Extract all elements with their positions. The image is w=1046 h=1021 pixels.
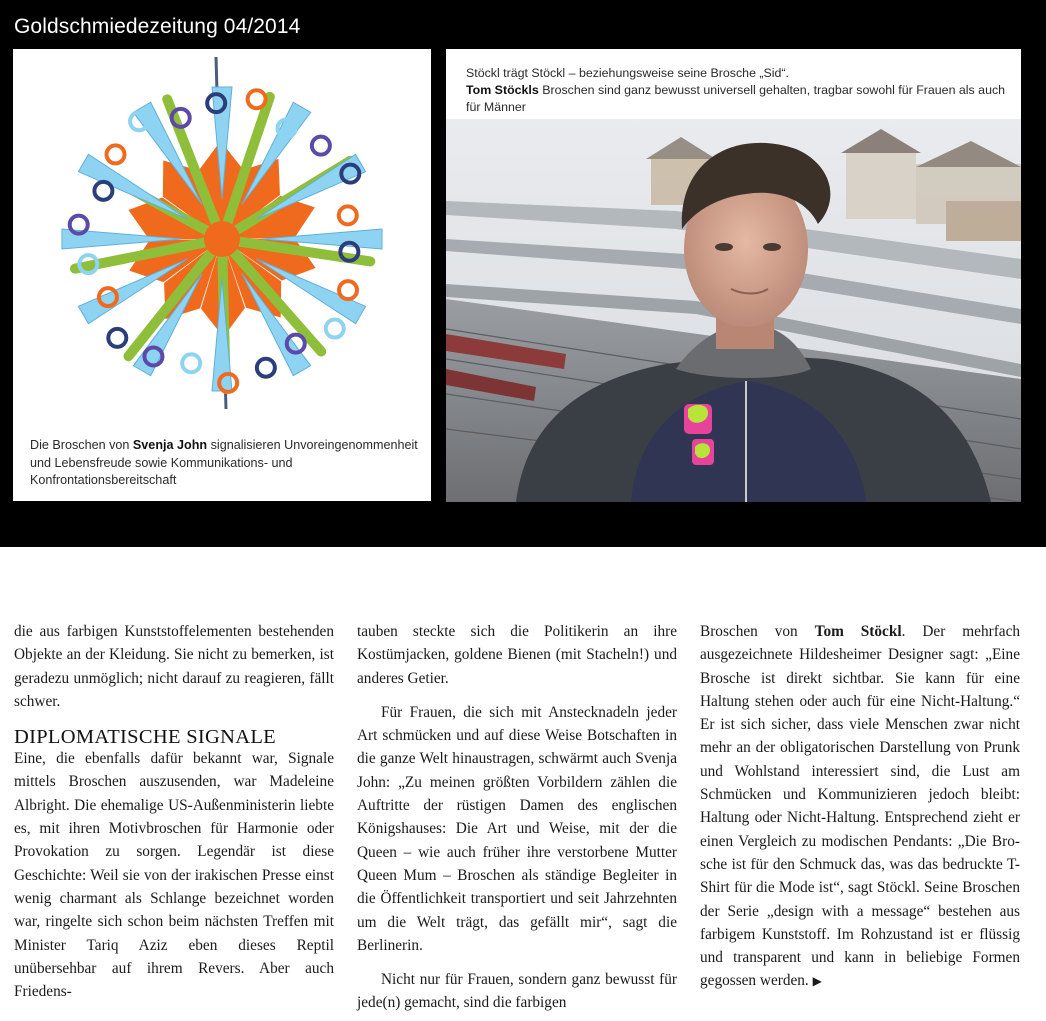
paragraph: Nicht nur für Frauen, sondern ganz bewusst für jede(n) gemacht, sind die farbigen [357,971,677,1012]
brooch-photo-panel [13,49,431,501]
brooch-ring [312,137,330,155]
portrait-image [446,119,1021,502]
caption-text-rest: signalisieren Unvoreingenommenheit und Lebensfreude sowie Kommunikations- und Konfrontationsbereitschaft [30,438,418,487]
text-column-1 [14,620,334,1003]
brooch-ring [94,182,112,200]
paragraph-text: Broschen von [700,623,815,640]
brooch-center [204,221,240,257]
paragraph-text-rest: . Der mehrfach ausgezeichnete Hildesheimer Designer sagt: „Eine Brosche ist direkt sichtbar. Sie kann für eine Haltung stehen oder auch für eine Nicht-Haltung.“ Er ist sich sicher, dass viele Menschen zwar nicht mehr an der obligatorischen Darstellung von Prunk und Wohlstand interessiert sind, die Lust am Schmücken und Kommunizieren jedoch bleibt: Haltung oder Nicht-Haltung. Entsprechend zieht er einen Vergleich zu modischen Pendants: „Die Brosche ist für den Schmuck das, was das bedruckte T-Shirt für die Mode ist“, sagt Stöckl. Seine Broschen der Serie „design with a message“ bestehen aus farbigem Kunststoff. Im Rohzustand ist er flüssig und transparent und kann in beliebige Formen gegossen werden. [700,623,1021,990]
continue-arrow-icon: ▶ [812,974,822,989]
brooch-ring [182,354,200,372]
brooch-caption [30,437,426,490]
magazine-masthead: Goldschmiedezeitung 04/2014 [14,15,301,38]
brooch-ring [257,359,275,377]
paragraph: Für Frauen, die sich mit Anstecknadeln jeder Art schmücken und auf diese Weise Botschaften in die ganze Welt hinaustragen, schwärmt auch Svenja John: „Zu meinen größten Vorbildern zählen die Auftritte der rüstigen Damen des englischen Königshauses: Die Art und Weise, mit der die Queen – wie auch früher ihre verstorbene Mutter Queen Mum – Broschen als ständige Begleiter in die Öffentlichkeit transportiert und seit Jahrzehnten um die Welt trägt, das gefällt mir“, sagt die Berlinerin. [357,703,677,954]
caption-text-rest: Broschen sind ganz bewusst universell gehalten, tragbar sowohl für Frauen als auch für Männer [466,82,1006,114]
brooch-ring [326,320,344,338]
paragraph: Eine, die ebenfalls dafür bekannt war, Signale mittels Broschen auszusenden, war Madeleine Albright. Die ehemalige US-Außenministerin liebte es, mit ihren Motivbroschen für Harmonie oder Provokation zu sorgen. Legendär ist diese Geschichte: Weil sie von der irakischen Presse einst wenig charmant als Schlange bezeichnet worden war, ringelte sich schon beim nächsten Treffen mit Minister Tariq Aziz eben dieses Reptil unübersehbar auf ihrem Revers. Aber auch Friedens- [14,750,334,1001]
caption-line-1: Stöckl trägt Stöckl – beziehungsweise seine Brosche „Sid“. [466,66,790,80]
caption-designer-name: Svenja John [132,438,208,452]
caption-designer-name: Tom Stöckls [466,82,539,97]
designer-name: Tom Stöckl [814,623,902,640]
brooch-ring [339,281,357,299]
brooch-ring [108,329,126,347]
paragraph: die aus farbigen Kunststoffelementen bestehenden Objekte an der Kleidung. Sie nicht zu bemerken, ist geradezu unmöglich; nicht darauf zu reagieren, fällt schwer. [14,623,334,710]
text-column-3 [700,620,1020,994]
paragraph [700,620,1020,994]
brooch-ring [107,145,125,163]
paragraph: tauben steckte sich die Politikerin an ihre Kostümjacken, goldene Bienen (mit Stacheln!) und anderes Getier. [357,623,677,687]
caption-text: Die Broschen von [30,438,133,452]
text-column-2 [357,620,677,1015]
portrait-caption [466,65,1011,115]
portrait-photo-panel [446,49,1021,502]
brooch-image [13,49,431,429]
brooch-ring [248,90,266,108]
brooch-ring [339,206,357,224]
section-heading: DIPLOMATISCHE SIGNALE [14,726,276,749]
